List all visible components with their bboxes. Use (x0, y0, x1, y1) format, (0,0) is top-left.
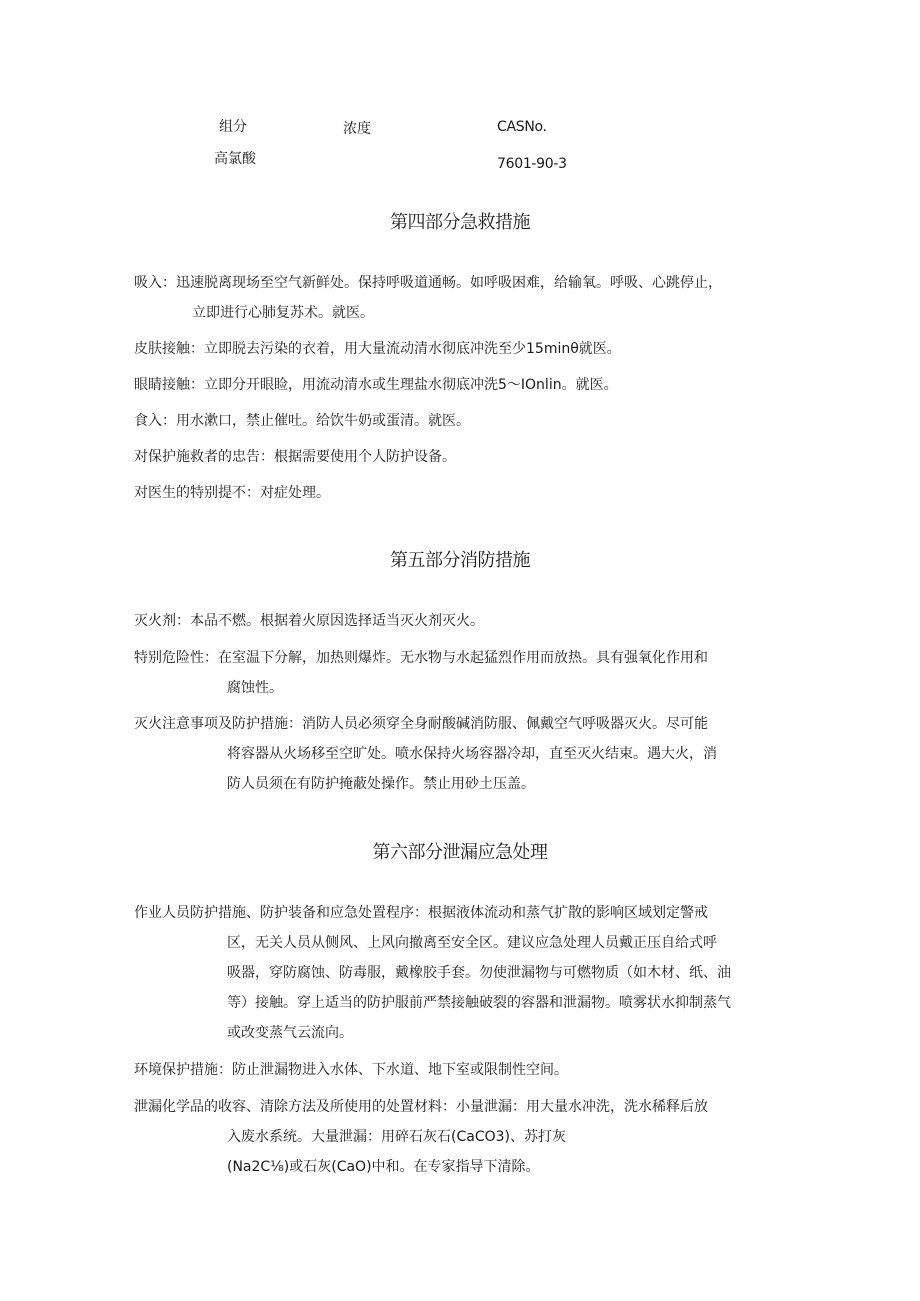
section-title-first-aid: 第四部分急救措施 (390, 212, 530, 233)
paragraph-line: 食入：用水漱口，禁止催吐。给饮牛奶或蛋清。就医。 (134, 413, 470, 429)
paragraph-line: 防人员须在有防护掩蔽处操作。禁止用砂土压盖。 (227, 776, 535, 792)
paragraph-line: 皮肤接触：立即脱去污染的衣着，用大量流动清水彻底冲洗至少15minθ就医。 (134, 341, 621, 357)
paragraph-line: 泄漏化学品的收容、清除方法及所使用的处置材料：小量泄漏：用大量水冲洗，洗水稀释后放 (134, 1099, 708, 1115)
paragraph-line: 灭火剂：本品不燃。根据着火原因选择适当灭火剂灭火。 (134, 613, 484, 629)
paragraph-line: 对医生的特别提不：对症处理。 (134, 485, 330, 501)
first-aid-inhalation (134, 268, 722, 328)
first-aid-eyes (134, 370, 618, 400)
table-header-cas: CASNo. (497, 119, 547, 135)
paragraph-line: 将容器从火场移至空旷处。喷水保持火场容器冷却，直至灭火结束。遇大火，消 (227, 746, 717, 762)
section-title-spill: 第六部分泄漏应急处理 (372, 842, 548, 863)
table-header-component: 组分 (219, 119, 247, 135)
paragraph-line: 立即进行心肺复苏术。就医。 (192, 305, 374, 321)
paragraph-line: 眼睛接触：立即分开眼睑，用流动清水或生理盐水彻底冲洗5～IOnlin。就医。 (134, 377, 618, 393)
paragraph-line: 等）接触。穿上适当的防护服前严禁接触破裂的容器和泄漏物。喷雾状水抑制蒸气 (227, 995, 731, 1011)
spill-personnel-protection (134, 898, 731, 1048)
paragraph-line: 或改变蒸气云流向。 (227, 1025, 353, 1041)
paragraph-line: 区，无关人员从侧风、上风向撤离至安全区。建议应急处理人员戴正压自给式呼 (227, 935, 717, 951)
table-cell-cas: 7601-90-3 (497, 156, 567, 172)
paragraph-line: (Na2C⅛)或石灰(CaO)中和。在专家指导下清除。 (227, 1159, 540, 1175)
first-aid-ingestion (134, 406, 470, 436)
paragraph-line: 灭火注意事项及防护措施：消防人员必须穿全身耐酸碱消防服、佩戴空气呼吸器灭火。尽可能 (134, 716, 708, 732)
first-aid-skin (134, 334, 621, 364)
paragraph-line: 吸器，穿防腐蚀、防毒服，戴橡胶手套。勿使泄漏物与可燃物质（如木材、纸、油 (227, 965, 731, 981)
paragraph-line: 对保护施救者的忠告：根据需要使用个人防护设备。 (134, 449, 456, 465)
paragraph-line: 腐蚀性。 (227, 680, 283, 696)
paragraph-line: 吸入：迅速脱离现场至空气新鲜处。保持呼吸道通畅。如呼吸困难，给输氧。呼吸、心跳停止， (134, 275, 722, 291)
section-title-firefighting: 第五部分消防措施 (390, 550, 530, 571)
firefighting-special-hazards (134, 643, 708, 703)
table-cell-component: 高氯酸 (214, 151, 256, 167)
spill-containment-cleanup (134, 1092, 708, 1182)
paragraph-line: 特别危险性：在室温下分解，加热则爆炸。无水物与水起猛烈作用而放热。具有强氧化作用和 (134, 650, 708, 666)
firefighting-precautions (134, 709, 717, 799)
first-aid-rescuer-advice (134, 442, 456, 472)
firefighting-extinguishing-media (134, 606, 484, 636)
first-aid-doctor-notes (134, 478, 330, 508)
table-header-concentration: 浓度 (343, 121, 371, 137)
spill-environmental-protection (134, 1055, 568, 1085)
paragraph-line: 作业人员防护措施、防护装备和应急处置程序：根据液体流动和蒸气扩散的影响区域划定警戒 (134, 905, 708, 921)
paragraph-line: 入废水系统。大量泄漏：用碎石灰石(CaCO3)、苏打灰 (227, 1129, 566, 1145)
paragraph-line: 环境保护措施：防止泄漏物进入水体、下水道、地下室或限制性空间。 (134, 1062, 568, 1078)
